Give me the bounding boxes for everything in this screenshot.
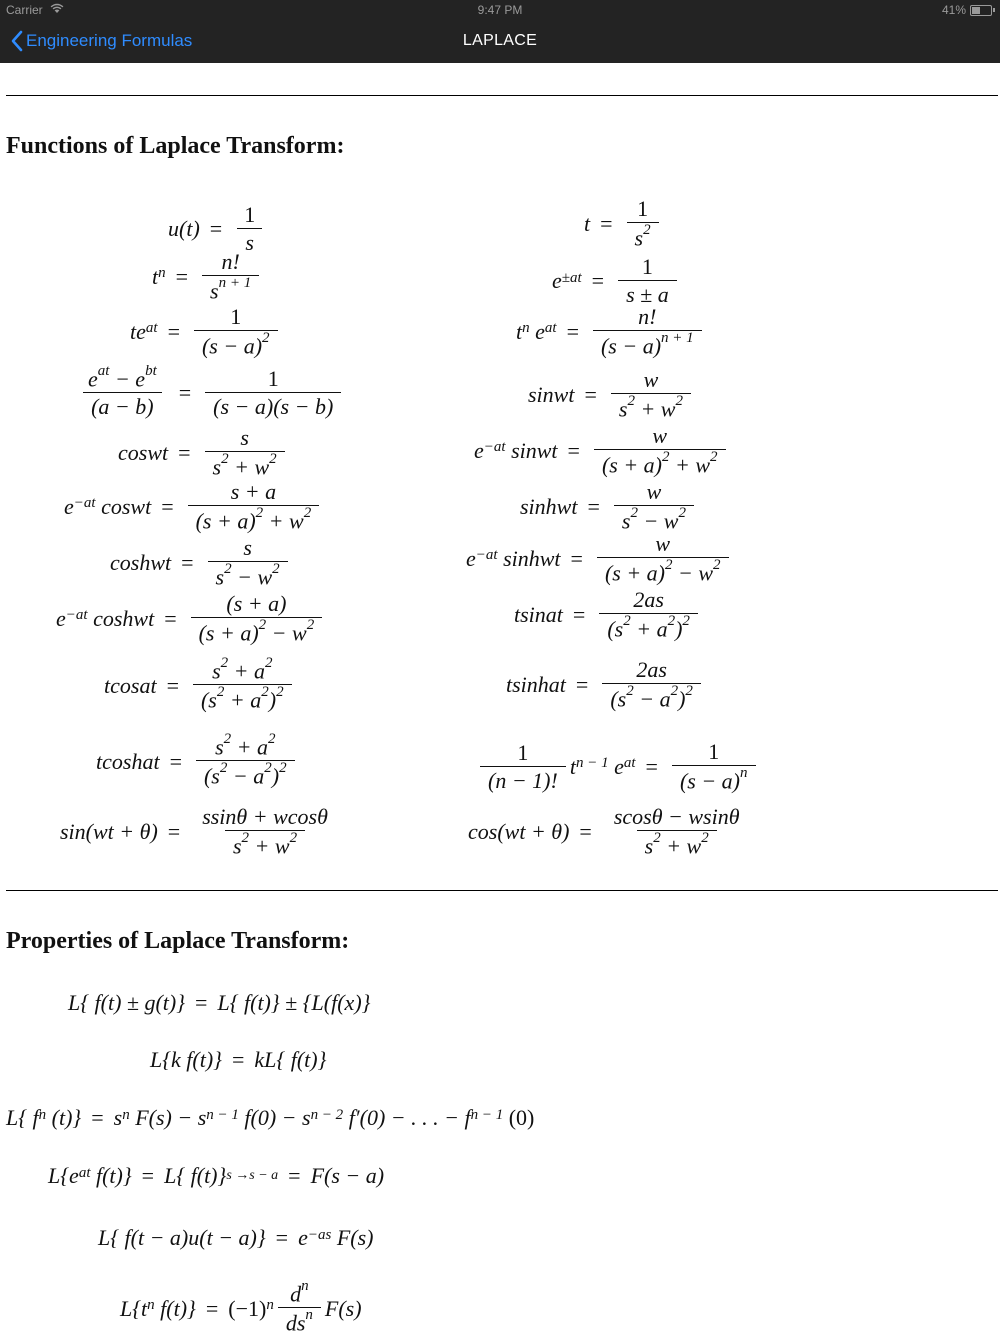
navigation-bar	[0, 22, 1000, 62]
formula-cosh: coshwt = $\frac{s}{s^2 - w^2}$	[110, 536, 292, 590]
formula-cos-phase: cos(wt + θ) = $\frac{scos\theta - wsin\theta}{s^2 + w^2}$	[468, 804, 740, 859]
battery-percent: 41%	[941, 3, 966, 17]
formula-damped-cosh: e $^{-at}$ coshwt = $\frac{(s + a)}{(s + a)^2 - w^2}$	[56, 592, 326, 646]
functions-heading: Functions of Laplace Transform:	[6, 133, 345, 159]
carrier-label: Carrier	[6, 3, 43, 17]
properties-heading: Properties of Laplace Transform:	[6, 928, 350, 954]
formula-damped-cos: e $^{-at}$ coswt = $\frac{s + a}{(s + a)^2 + w^2}$	[64, 480, 323, 534]
formula-t-power-n: t $^n$ = $\frac{n!}{s^{n + 1}}$	[152, 250, 263, 304]
formula-damped-sin: e $^{-at}$ sinwt = $\frac{w}{(s + a)^2 + w^2}$	[474, 424, 730, 478]
battery-icon	[970, 5, 992, 16]
property-linearity: L{ f(t) ± g(t)} = L{ f(t)} ± {L(f(x)}	[68, 990, 371, 1015]
formula-exp: e $^{\pm at}$ = $\frac{1}{s \pm a}$	[552, 255, 681, 307]
status-bar	[0, 0, 1000, 20]
formula-cos: coswt = $\frac{s}{s^2 + w^2}$	[118, 426, 289, 480]
formula-tn-factorial: $\frac{1}{(n - 1)!}$ t $^{n - 1}$ e $^{at}$ = $\frac{1}{(s - a)^n}$	[476, 740, 760, 794]
formula-t-cos: tcosat = $\frac{s^2 + a^2}{(s^2 + a^2)^2}$	[104, 659, 296, 713]
property-frequency-shift: L{e $^{at}$ f(t)} = L{ f(t)} s →s − a = F(s − a)	[48, 1163, 385, 1188]
property-time-shift: L{ f(t − a)u(t − a)} = e $^{-as}$ F(s)	[98, 1225, 374, 1250]
formula-sinh: sinhwt = $\frac{w}{s^2 - w^2}$	[520, 480, 698, 534]
formula-t-sin: tsinat = $\frac{2as}{(s^2 + a^2)^2}$	[514, 588, 702, 642]
page-title: LAPLACE	[462, 32, 538, 49]
formula-t-exp: te $^{at}$ = $\frac{1}{(s - a)^2}$	[130, 305, 282, 359]
back-button-label: Engineering Formulas	[26, 31, 193, 50]
clock: 9:47 PM	[477, 3, 523, 17]
formula-exp-difference: $\frac{e^{at} - e^{bt}}{(a - b)}$ = $\frac{1}{(s - a)(s - b)}$	[76, 367, 345, 420]
formula-t-cosh: tcoshat = $\frac{s^2 + a^2}{(s^2 - a^2)^2}$	[96, 735, 299, 789]
battery-nub	[993, 8, 995, 12]
formula-t-sinh: tsinhat = $\frac{2as}{(s^2 - a^2)^2}$	[506, 658, 705, 712]
property-derivative: L{ f $^n$ (t)} = s $^n$ F(s) − s $^{n - 1}$ f(0) − s $^{n - 2}$ f′(0) − . . . − f $^{n - 1}$ (0)	[6, 1105, 535, 1130]
formula-sin-phase: sin(wt + θ) = $\frac{ssin\theta + wcos\theta}{s^2 + w^2}$	[60, 804, 328, 859]
property-scaling: L{k f(t)} = kL{ f(t)}	[150, 1047, 327, 1072]
divider	[6, 95, 998, 96]
top-bar	[0, 0, 1000, 63]
formula-ramp: t = $\frac{1}{s^2}$	[584, 197, 663, 251]
formula-tn-exp: t $^n$ e $^{at}$ = $\frac{n!}{(s - a)^{n + 1}}$	[516, 305, 706, 359]
formula-unit-step: u( t ) = $\frac{1}{s}$	[168, 203, 267, 255]
formula-damped-sinh: e $^{-at}$ sinhwt = $\frac{w}{(s + a)^2 - w^2}$	[466, 532, 733, 586]
property-multiply-tn: L{t $^n$ f(t)} = (−1) $^n$ $\frac{d^n}{ds^n}$ F(s)	[120, 1278, 362, 1336]
formula-sin: sinwt = $\frac{w}{s^2 + w^2}$	[528, 368, 695, 422]
divider	[6, 890, 998, 891]
